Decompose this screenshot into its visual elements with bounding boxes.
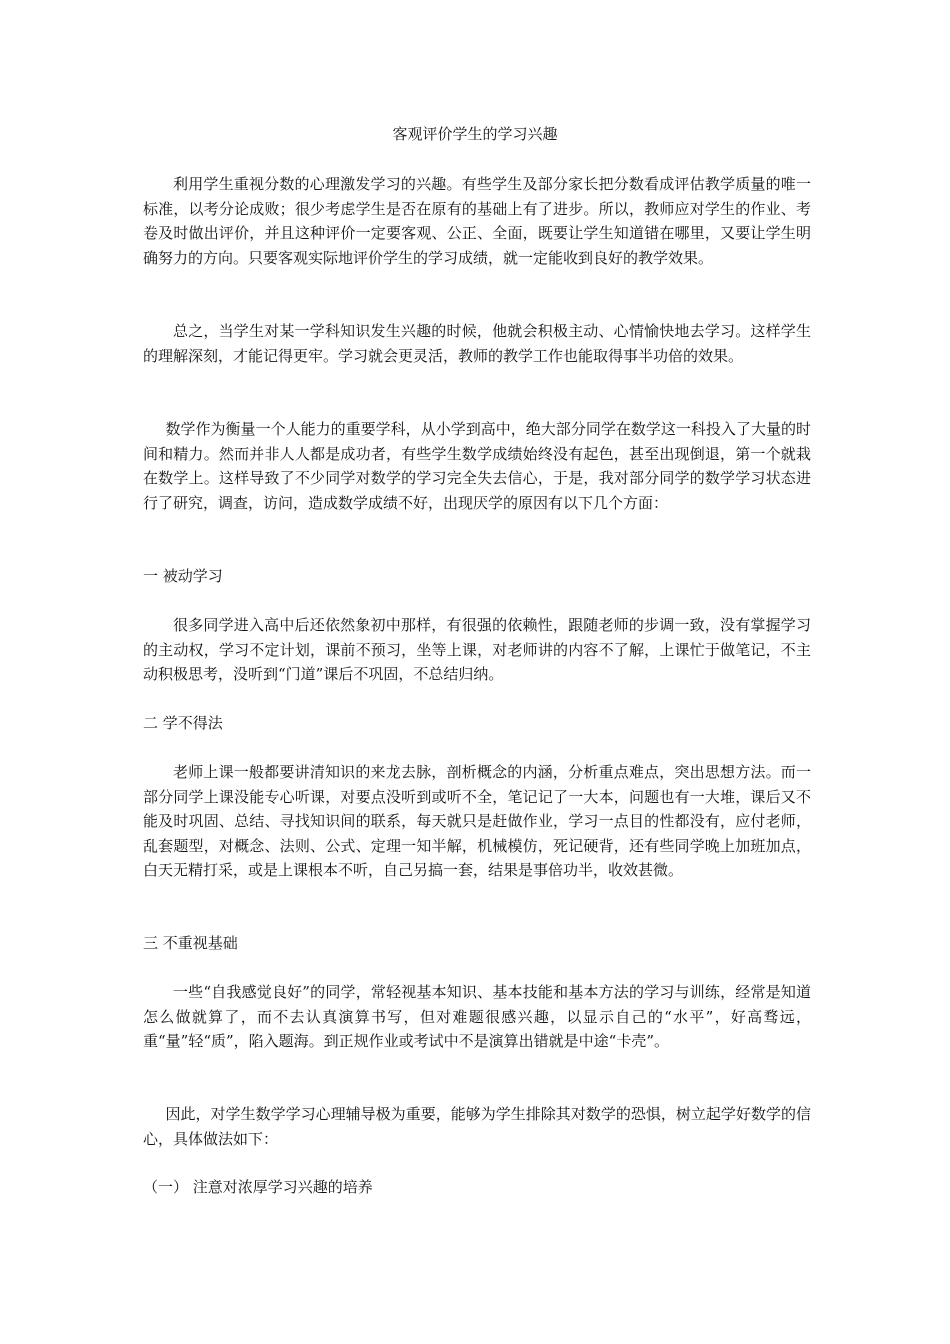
paragraph-summary: 总之，当学生对某一学科知识发生兴趣的时候，他就会积极主动、心情愉快地去学习。这样学生的理解深刻，才能记得更牢。学习就会更灵活，教师的教学工作也能取得事半功倍的效果。 xyxy=(143,322,811,365)
paragraph-ignore-basics: 一些“自我感觉良好”的同学，常轻视基本知识、基本技能和基本方法的学习与训练，经常是知道怎么做就算了，而不去认真演算书写，但对难题很感兴趣，以显示自己的“水平”，好高骛远，重“量”轻“质”，陷入题海。到正规作业或考试中不是演算出错就是中途“卡壳”。 xyxy=(143,983,811,1050)
paragraph-passive-learning: 很多同学进入高中后还依然象初中那样，有很强的依赖性，跟随老师的步调一致，没有掌握学习的主动权，学习不定计划，课前不预习，坐等上课，对老师讲的内容不了解，上课忙于做笔记，不主动积极思考，没听到“门道”课后不巩固，不总结归纳。 xyxy=(143,616,811,683)
paragraph-poor-method: 老师上课一般都要讲清知识的来龙去脉，剖析概念的内涵，分析重点难点，突出思想方法。而一部分同学上课没能专心听课，对要点没听到或听不全，笔记记了一大本，问题也有一大堆，课后又不能及时巩固、总结、寻找知识间的联系，每天就只是赶做作业，学习一点目的性都没有，应付老师，乱套题型，对概念、法则、公式、定理一知半解，机械模仿，死记硬背，还有些同学晚上加班加点，白天无精打采，或是上课根本不听，自己另搞一套，结果是事倍功半，收效甚微。 xyxy=(143,763,811,879)
section-heading-passive-learning: 一 被动学习 xyxy=(143,567,223,585)
paragraph-scores: 利用学生重视分数的心理激发学习的兴趣。有些学生及部分家长把分数看成评估教学质量的唯一标准，以考分论成败；很少考虑学生是否在原有的基础上有了进步。所以，教师应对学生的作业、考卷及时做出评价，并且这种评价一定要客观、公正、全面，既要让学生知道错在哪里，又要让学生明确努力的方向。只要客观实际地评价学生的学习成绩，就一定能收到良好的教学效果。 xyxy=(143,175,811,267)
section-heading-ignore-basics: 三 不重视基础 xyxy=(143,934,238,952)
document-title: 客观评价学生的学习兴趣 xyxy=(392,125,558,143)
subheading-interest-cultivation: （一） 注意对浓厚学习兴趣的培养 xyxy=(143,1178,373,1196)
paragraph-conclusion: 因此，对学生数学学习心理辅导极为重要，能够为学生排除其对数学的恐惧，树立起学好数学的信心，具体做法如下： xyxy=(143,1105,811,1148)
paragraph-math-intro: 数学作为衡量一个人能力的重要学科，从小学到高中，绝大部分同学在数学这一科投入了大量的时间和精力。然而并非人人都是成功者，有些学生数学成绩始终没有起色，甚至出现倒退，第一个就栽在数学上。这样导致了不少同学对数学的学习完全失去信心，于是，我对部分同学的数学学习状态进行了研究，调查，访问，造成数学成绩不好，出现厌学的原因有以下几个方面： xyxy=(143,420,811,512)
section-heading-poor-method: 二 学不得法 xyxy=(143,714,223,732)
